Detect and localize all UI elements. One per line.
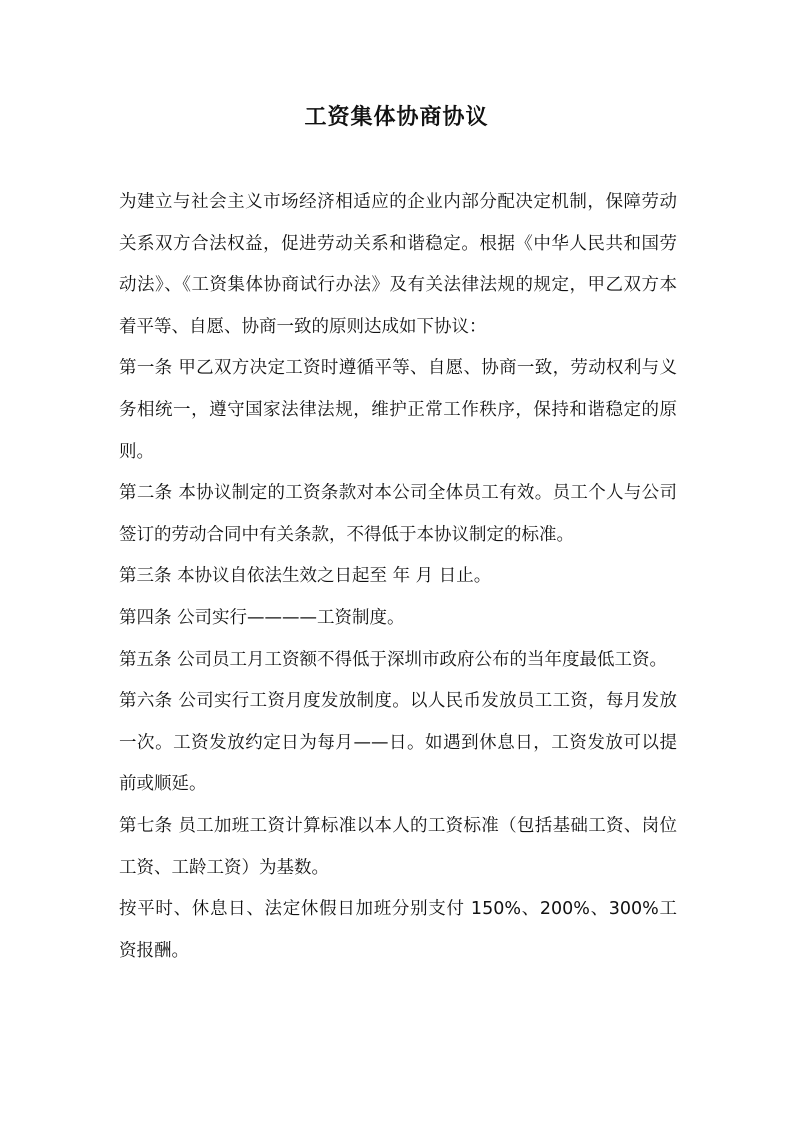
article-7: 第七条 员工加班工资计算标准以本人的工资标准（包括基础工资、岗位工资、工龄工资）为基数。: [119, 815, 677, 878]
document-body: [119, 182, 677, 972]
intro-paragraph: 为建立与社会主义市场经济相适应的企业内部分配决定机制，保障劳动关系双方合法权益，促进劳动关系和谐稳定。根据《中华人民共和国劳动法》、《工资集体协商试行办法》及有关法律法规的规定，甲乙双方本着平等、自愿、协商一致的原则达成如下协议：: [119, 192, 677, 337]
article-4: 第四条 公司实行————工资制度。: [119, 607, 405, 628]
article-2: 第二条 本协议制定的工资条款对本公司全体员工有效。员工个人与公司签订的劳动合同中有关条款，不得低于本协议制定的标准。: [119, 483, 677, 545]
article-3: 第三条 本协议自依法生效之日起至 年 月 日止。: [119, 566, 492, 587]
article-5: 第五条 公司员工月工资额不得低于深圳市政府公布的当年度最低工资。: [119, 649, 668, 670]
article-1: 第一条 甲乙双方决定工资时遵循平等、自愿、协商一致，劳动权利与义务相统一，遵守国家法律法规，维护正常工作秩序，保持和谐稳定的原则。: [119, 358, 677, 462]
document-title: 工资集体协商协议: [304, 105, 489, 130]
overtime-rate-paragraph: 按平时、休息日、法定休假日加班分别支付 150%、200%、300%工资报酬。: [119, 899, 677, 961]
article-6: 第六条 公司实行工资月度发放制度。以人民币发放员工工资，每月发放一次。工资发放约定日为每月——日。如遇到休息日，工资发放可以提前或顺延。: [119, 691, 677, 795]
